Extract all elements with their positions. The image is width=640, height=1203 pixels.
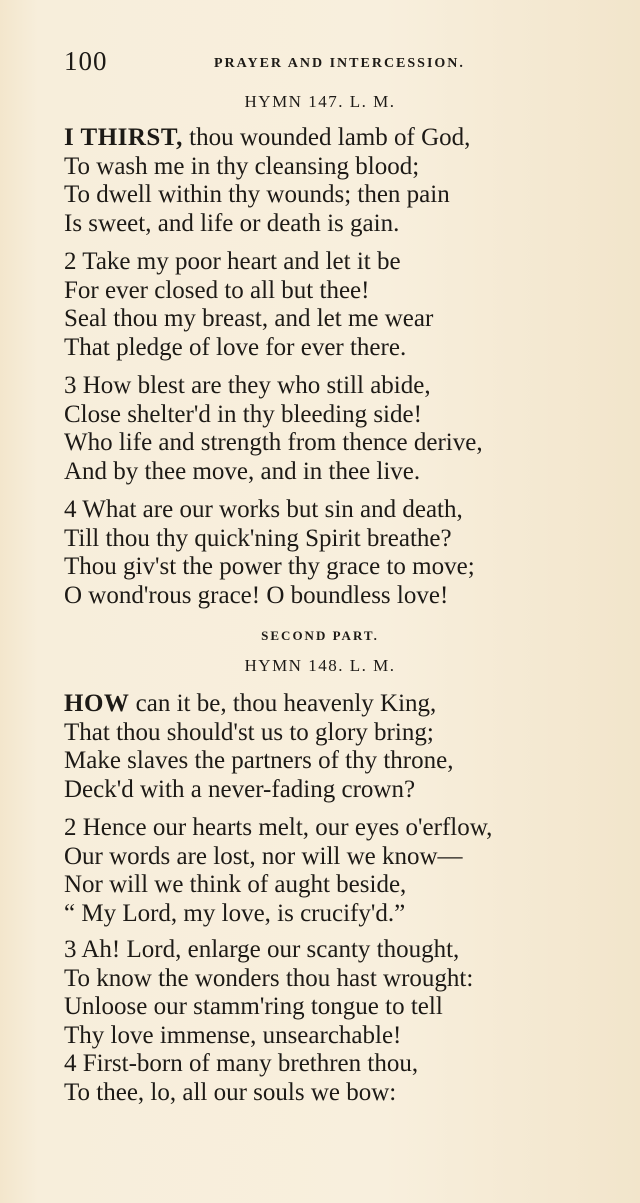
page-header [64,46,584,76]
stanza-line: And by thee move, and in thee live. [64,457,421,485]
hymn-148-stanza-3 [64,936,604,1050]
hymn-148-stanza-2 [64,814,604,928]
first-line-rest: can it be, thou heavenly King, [129,690,437,717]
second-part-label: SECOND PART. [261,628,379,643]
stanza-line: 2 Hence our hearts melt, our eyes o'erflow, [64,814,493,841]
stanza-line: Thou giv'st the power thy grace to move; [64,553,475,580]
stanza-line: Who life and strength from thence derive, [64,429,483,456]
stanza-line: Till thou thy quick'ning Spirit breathe? [64,524,452,552]
stanza-line: To dwell within thy wounds; then pain [64,181,450,208]
stanza-line: Our words are lost, nor will we know— [64,842,463,870]
hymn-148-stanza-1 [64,690,604,804]
stanza-line: Is sweet, and life or death is gain. [64,209,400,237]
stanza-line [64,690,604,719]
hymn-first-word: HOW [64,690,130,717]
stanza-line: For ever closed to all but thee! [64,276,370,304]
stanza-line: 4 First-born of many brethren thou, [64,1050,419,1077]
stanza-line: Unloose our stamm'ring tongue to tell [64,993,443,1020]
stanza-line: “ My Lord, my love, is crucify'd.” [64,899,406,927]
stanza-line: Make slaves the partners of thy throne, [64,747,454,774]
stanza-line: To thee, lo, all our souls we bow: [64,1078,397,1106]
hymn-147-title: HYMN 147. L. M. [244,92,396,111]
stanza-line: 3 Ah! Lord, enlarge our scanty thought, [64,936,460,963]
hymn-147-stanza-2 [64,248,604,362]
hymn-147-stanza-1 [64,124,604,238]
stanza-line: Nor will we think of aught beside, [64,871,407,898]
stanza-line [64,124,604,153]
stanza-line: To wash me in thy cleansing blood; [64,152,420,180]
hymn-first-word: I THIRST, [64,124,183,151]
page-number: 100 [64,46,108,76]
stanza-line: That thou should'st us to glory bring; [64,718,434,746]
stanza-line: Deck'd with a never-fading crown? [64,775,416,803]
running-head: PRAYER AND INTERCESSION. [214,56,465,71]
stanza-line: Seal thou my breast, and let me wear [64,305,434,332]
hymn-148-title: HYMN 148. L. M. [244,656,396,675]
stanza-line: Thy love immense, unsearchable! [64,1021,402,1049]
stanza-line: To know the wonders thou hast wrought: [64,964,474,992]
stanza-line: That pledge of love for ever there. [64,333,407,361]
stanza-line: 2 Take my poor heart and let it be [64,248,401,275]
stanza-line: O wond'rous grace! O boundless love! [64,581,449,609]
stanza-line: 4 What are our works but sin and death, [64,496,463,523]
hymn-147-stanza-3 [64,372,604,486]
stanza-line: 3 How blest are they who still abide, [64,372,431,399]
stanza-line: Close shelter'd in thy bleeding side! [64,400,422,428]
hymn-147-stanza-4 [64,496,604,610]
first-line-rest: thou wounded lamb of God, [182,124,471,151]
hymn-148-stanza-4 [64,1050,604,1107]
